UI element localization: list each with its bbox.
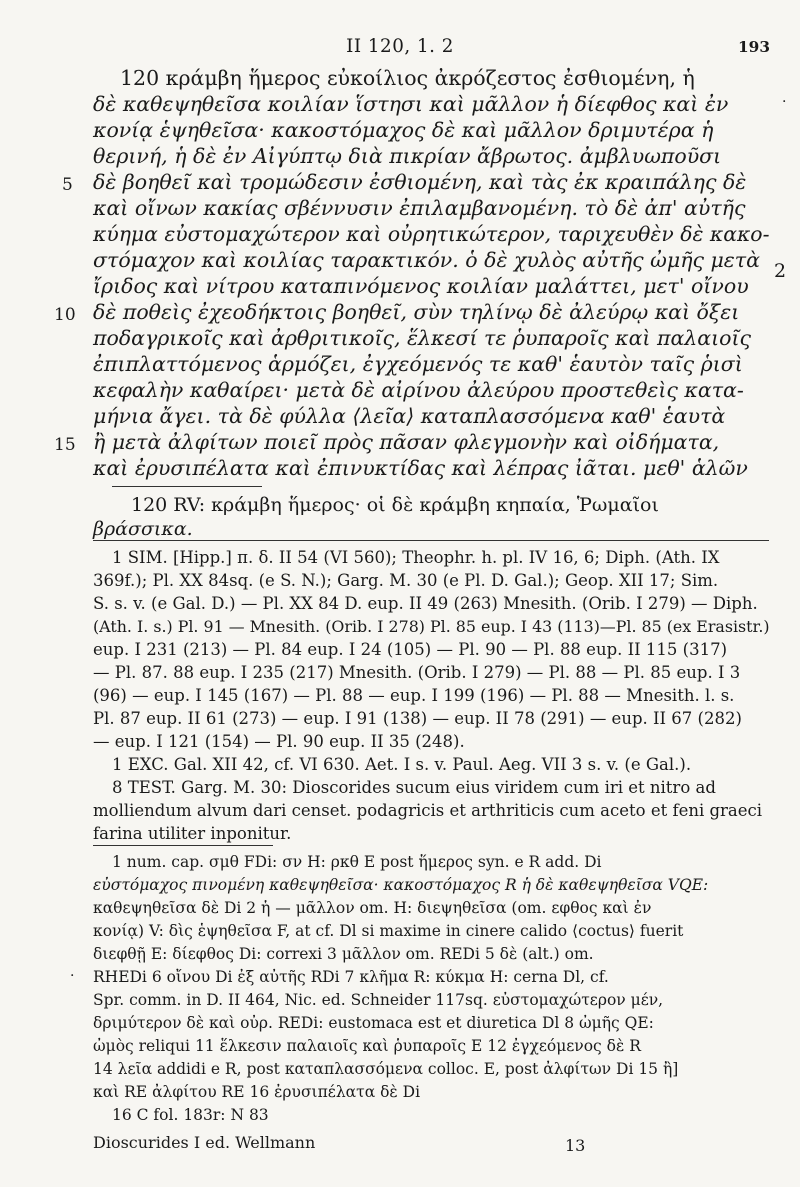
margin-note: 2 <box>774 260 787 282</box>
apparatus-line: eup. I 231 (213) — Pl. 84 eup. I 24 (105) — Pl. 90 — Pl. 88 eup. II 115 (317) <box>93 640 728 659</box>
note-line: 1 num. cap. σμθ FDi: σν H: ρκθ E post ἥμερος syn. e R add. Di <box>112 853 602 871</box>
apparatus-line: (96) — eup. I 145 (167) — Pl. 88 — eup. I 199 (196) — Pl. 88 — Mnesith. l. s. <box>93 686 735 705</box>
note-line: 14 λεῖα addidi e R, post καταπλασσόμενα colloc. E, post ἀλφίτων Di 15 ἢ] <box>93 1060 679 1078</box>
text-line: καὶ οἴνων κακίας σβέννυσιν ἐπιλαμβανομένη. τὸ δὲ ἀπ' αὐτῆς <box>93 196 746 220</box>
apparatus-line: 8 TEST. Garg. M. 30: Dioscorides sucum eius viridem cum iri et nitro ad <box>112 778 716 797</box>
apparatus-line: molliendum alvum dari censet. podagricis et arthriticis cum aceto et feni graeci <box>93 801 763 820</box>
note-line: καὶ RE ἀλφίτου RE 16 ἐρυσιπέλατα δὲ Di <box>93 1083 421 1101</box>
note-line: RHEDi 6 οἴνου Di ἐξ αὐτῆς RDi 7 κλῆμα R: κύκμα H: cerna Dl, cf. <box>93 968 609 986</box>
text-line: δὲ ποθεὶς ἐχεοδήκτοις βοηθεῖ, σὺν τηλίνῳ δὲ ἀλεύρῳ καὶ ὄξει <box>93 300 740 324</box>
divider <box>93 845 273 846</box>
note-line: ὠμὸς reliqui 11 ἕλκεσιν παλαιοῖς καὶ ῥυπαροῖς E 12 ἐγχεόμενος δὲ R <box>93 1037 641 1055</box>
text-line: κεφαλὴν καθαίρει· μετὰ δὲ αἰρίνου ἀλεύρου προστεθεὶς κατα- <box>93 378 744 402</box>
text-line: δὲ βοηθεῖ καὶ τρομώδεσιν ἐσθιομένη, καὶ τὰς ἐκ κραιπάλης δὲ <box>93 170 747 194</box>
note-line: καθεψηθεῖσα δὲ Di 2 ἡ — μᾶλλον om. H: διεψηθεῖσα (om. εφθος καὶ ἐν <box>93 899 652 917</box>
text-line: στόμαχον καὶ κοιλίας ταρακτικόν. ὁ δὲ χυλὸς αὐτῆς ὠμῆς μετὰ <box>93 248 760 272</box>
text-line: ποδαγρικοῖς καὶ ἀρθριτικοῖς, ἕλκεσί τε ῥυπαροῖς καὶ παλαιοῖς <box>93 326 752 350</box>
variant-line: βράσσικα. <box>93 518 193 540</box>
apparatus-line: (Ath. I. s.) Pl. 91 — Mnesith. (Orib. I 278) Pl. 85 eup. I 43 (113)—Pl. 85 (ex Erasistr.) <box>93 617 770 636</box>
apparatus-line: — eup. I 121 (154) — Pl. 90 eup. II 35 (248). <box>93 732 465 751</box>
apparatus-line: Pl. 87 eup. II 61 (273) — eup. I 91 (138) — eup. II 78 (291) — eup. II 67 (282) <box>93 709 742 728</box>
divider <box>112 486 262 487</box>
text-line: κύημα εὐστομαχώτερον καὶ οὐρητικώτερον, ταριχευθὲν δὲ κακο- <box>93 222 770 246</box>
printer-signature: 13 <box>565 1136 586 1155</box>
apparatus-line: 369f.); Pl. XX 84sq. (e S. N.); Garg. M. 30 (e Pl. D. Gal.); Geop. XII 17; Sim. <box>93 571 719 590</box>
speck: · <box>70 968 75 984</box>
page-number: 193 <box>738 38 770 56</box>
line-number: 15 <box>54 435 76 455</box>
edition-credit: Dioscurides I ed. Wellmann <box>93 1133 316 1152</box>
text-line: 120 κράμβη ἥμερος εὐκοίλιος ἀκρόζεστος ἐσθιομένη, ἡ <box>120 66 695 90</box>
note-line: εὐστόμαχος πινομένη καθεψηθεῖσα· κακοστόμαχος R ἡ δὲ καθεψηθεῖσα VQE: <box>93 876 709 894</box>
note-line: κονίᾳ) V: δὶς ἑψηθεῖσα F, at cf. Dl si maxime in cinere calido ⟨coctus⟩ fuerit <box>93 922 684 940</box>
speck: · <box>782 94 787 110</box>
apparatus-line: S. s. v. (e Gal. D.) — Pl. XX 84 D. eup. II 49 (263) Mnesith. (Orib. I 279) — Diph. <box>93 594 758 613</box>
text-line: ἢ μετὰ ἀλφίτων ποιεῖ πρὸς πᾶσαν φλεγμονὴν καὶ οἰδήματα, <box>93 430 720 454</box>
divider <box>93 540 769 541</box>
line-number: 10 <box>54 305 76 325</box>
note-line: δριμύτερον δὲ καὶ οὐρ. REDi: eustomaca est et diuretica Dl 8 ὠμῆς QE: <box>93 1014 654 1032</box>
note-line: Spr. comm. in D. II 464, Nic. ed. Schneider 117sq. εὐστομαχώτερον μέν, <box>93 991 664 1009</box>
text-line: καὶ ἐρυσιπέλατα καὶ ἐπινυκτίδας καὶ λέπρας ἰᾶται. μεθ' ἁλῶν <box>93 456 748 480</box>
text-line: μήνια ἄγει. τὰ δὲ φύλλα ⟨λεῖα⟩ καταπλασσόμενα καθ' ἑαυτὰ <box>93 404 726 428</box>
note-line: διεφθῇ E: δίεφθος Di: correxi 3 μᾶλλον om. REDi 5 δὲ (alt.) om. <box>93 945 594 963</box>
text-line: ἐπιπλαττόμενος ἁρμόζει, ἐγχεόμενός τε καθ' ἑαυτὸν ταῖς ῥισὶ <box>93 352 743 376</box>
line-number: 5 <box>62 175 73 195</box>
text-line: ἴριδος καὶ νίτρου καταπινόμενος κοιλίαν μαλάττει, μετ' οἴνου <box>93 274 749 298</box>
apparatus-line: 1 SIM. [Hipp.] π. δ. II 54 (VI 560); Theophr. h. pl. IV 16, 6; Diph. (Ath. IX <box>112 548 720 567</box>
text-line: θερινή, ἡ δὲ ἐν Αἰγύπτῳ διὰ πικρίαν ἄβρωτος. ἀμβλυωποῦσι <box>93 144 722 168</box>
apparatus-line: 1 EXC. Gal. XII 42, cf. VI 630. Aet. I s. v. Paul. Aeg. VII 3 s. v. (e Gal.). <box>112 755 692 774</box>
note-line: 16 C fol. 183r: N 83 <box>112 1106 269 1124</box>
text-line: δὲ καθεψηθεῖσα κοιλίαν ἵστησι καὶ μᾶλλον ἡ δίεφθος καὶ ἐν <box>93 92 729 116</box>
running-header: II 120, 1. 2 <box>346 36 454 57</box>
text-line: κονίᾳ ἑψηθεῖσα· κακοστόμαχος δὲ καὶ μᾶλλον δριμυτέρα ἡ <box>93 118 714 142</box>
apparatus-line: farina utiliter inponitur. <box>93 824 292 843</box>
variant-line: 120 RV: κράμβη ἥμερος· οἱ δὲ κράμβη κηπαία, Ῥωμαῖοι <box>131 494 659 516</box>
apparatus-line: — Pl. 87. 88 eup. I 235 (217) Mnesith. (Orib. I 279) — Pl. 88 — Pl. 85 eup. I 3 <box>93 663 741 682</box>
